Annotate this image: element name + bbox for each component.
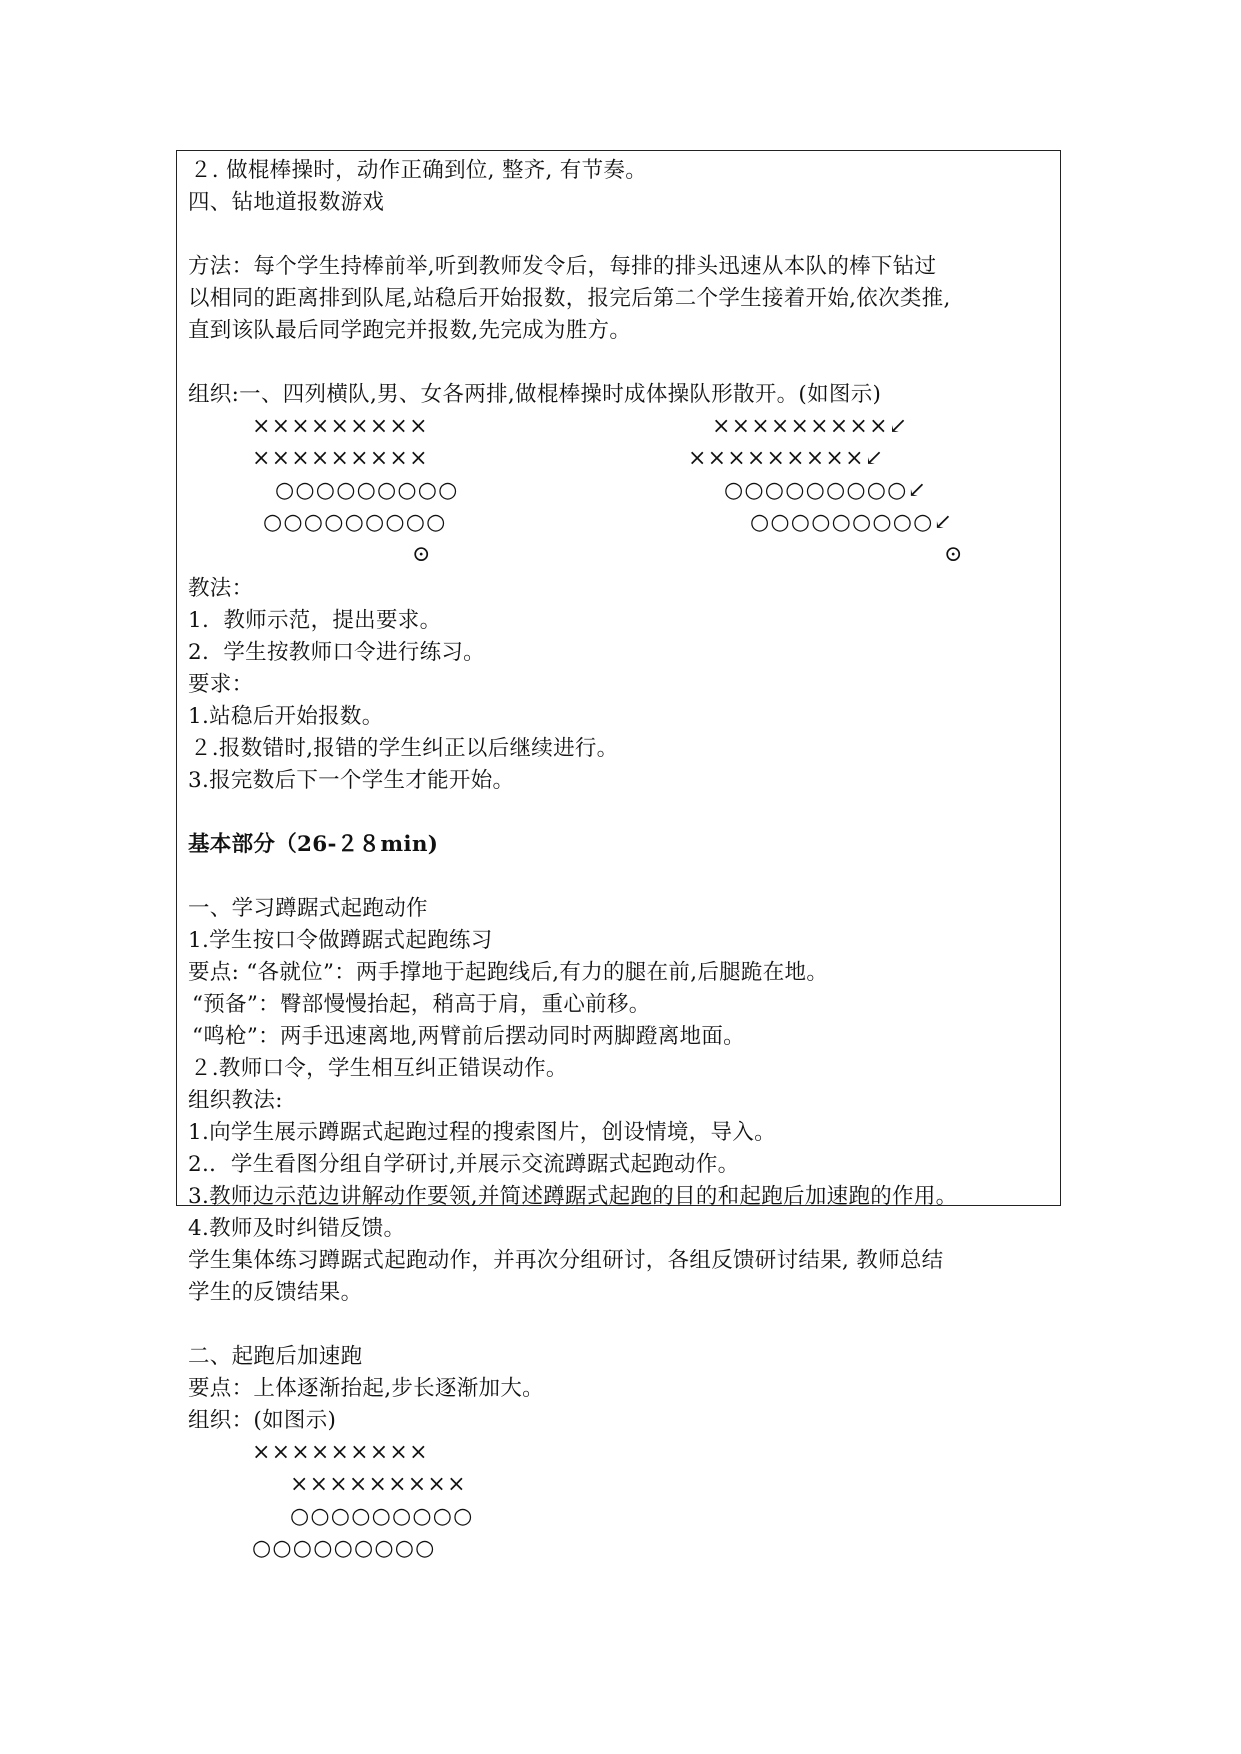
- requirement-2: ２.报数错时,报错的学生纠正以后继续进行。: [190, 736, 619, 761]
- formation-right-row-1: ×××××××××↙: [712, 414, 909, 439]
- org-method-3: 3.教师边示范边讲解动作要领,并简述蹲踞式起跑的目的和起跑后加速跑的作用。: [188, 1184, 958, 1209]
- organization-line: 组织:一、四列横队,男、女各两排,做棍棒操时成体操队形散开。(如图示): [188, 382, 882, 407]
- teacher-position-right: ⊙: [944, 542, 964, 567]
- key-point-ready: 要点: “各就位”：两手撑地于起跑线后,有力的腿在前,后腿跪在地。: [188, 960, 829, 985]
- summary-line-2: 学生的反馈结果。: [188, 1280, 363, 1305]
- formation-right-row-4: ○○○○○○○○○↙: [750, 510, 954, 535]
- org-method-1: 1.向学生展示蹲踞式起跑过程的搜索图片，创设情境，导入。: [188, 1120, 776, 1145]
- basic-section-heading: 基本部分（26-２８min): [188, 832, 439, 857]
- formation2-row-2: ×××××××××: [290, 1472, 467, 1497]
- method-line-3: 直到该队最后同学跑完并报数,先完成为胜方。: [188, 318, 632, 343]
- formation2-row-3: ○○○○○○○○○: [290, 1504, 474, 1529]
- requirement-line: ２. 做棍棒操时，动作正确到位, 整齐, 有节奏。: [190, 158, 648, 183]
- formation-left-row-4: ○○○○○○○○○: [263, 510, 447, 535]
- method-line-1: 方法：每个学生持棒前举,听到教师发令后，每排的排头迅速从本队的棒下钻过: [188, 254, 937, 279]
- teaching-step-1: 1. 教师示范，提出要求。: [188, 608, 442, 633]
- teaching-label: 教法：: [188, 576, 254, 601]
- formation-left-row-1: ×××××××××: [252, 414, 429, 439]
- item1-step-2: ２.教师口令，学生相互纠正错误动作。: [190, 1056, 568, 1081]
- org-method-2: 2.．学生看图分组自学研讨,并展示交流蹲踞式起跑动作。: [188, 1152, 740, 1177]
- org-method-label: 组织教法:: [188, 1088, 283, 1113]
- key-point-set: “预备”：臀部慢慢抬起，稍高于肩，重心前移。: [192, 992, 651, 1017]
- teacher-position-left: ⊙: [412, 542, 432, 567]
- formation-left-row-2: ×××××××××: [252, 446, 429, 471]
- formation-right-row-2: ×××××××××↙: [688, 446, 885, 471]
- formation2-row-4: ○○○○○○○○○: [252, 1536, 436, 1561]
- game-heading: 四、钻地道报数游戏: [188, 190, 385, 215]
- teaching-step-2: 2. 学生按教师口令进行练习。: [188, 640, 485, 665]
- item2-organization: 组织：(如图示): [188, 1408, 337, 1433]
- formation-right-row-3: ○○○○○○○○○↙: [724, 478, 928, 503]
- item1-step-1: 1.学生按口令做蹲踞式起跑练习: [188, 928, 493, 953]
- requirements-label: 要求：: [188, 672, 254, 697]
- formation2-row-1: ×××××××××: [252, 1440, 429, 1465]
- summary-line-1: 学生集体练习蹲踞式起跑动作，并再次分组研讨，各组反馈研讨结果, 教师总结: [188, 1248, 944, 1273]
- requirement-3: 3.报完数后下一个学生才能开始。: [188, 768, 515, 793]
- requirement-1: 1.站稳后开始报数。: [188, 704, 384, 729]
- key-point-gun: “鸣枪”：两手迅速离地,两臂前后摆动同时两脚蹬离地面。: [192, 1024, 745, 1049]
- formation-left-row-3: ○○○○○○○○○: [275, 478, 459, 503]
- item2-key-point: 要点：上体逐渐抬起,步长逐渐加大。: [188, 1376, 544, 1401]
- org-method-4: 4.教师及时纠错反馈。: [188, 1216, 406, 1241]
- method-line-2: 以相同的距离排到队尾,站稳后开始报数，报完后第二个学生接着开始,依次类推,: [188, 286, 951, 311]
- item2-title: 二、起跑后加速跑: [188, 1344, 363, 1369]
- item1-title: 一、学习蹲踞式起跑动作: [188, 896, 428, 921]
